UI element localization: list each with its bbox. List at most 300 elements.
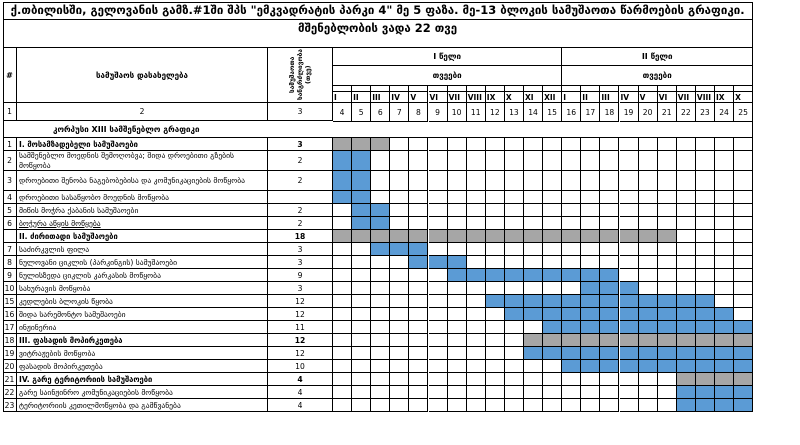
gantt-empty-cell <box>524 373 543 386</box>
gantt-empty-cell <box>467 256 486 269</box>
row-duration: 11 <box>268 321 333 334</box>
gantt-bar-cell <box>658 308 677 321</box>
gantt-empty-cell <box>734 204 753 217</box>
gantt-empty-cell <box>333 308 352 321</box>
gantt-bar-cell <box>371 243 390 256</box>
gantt-empty-cell <box>562 191 581 204</box>
gantt-empty-cell <box>371 334 390 347</box>
gantt-bar-cell <box>581 347 600 360</box>
gantt-empty-cell <box>734 151 753 171</box>
row-duration <box>268 191 333 204</box>
gantt-bar-cell <box>600 360 619 373</box>
gantt-empty-cell <box>371 191 390 204</box>
gantt-empty-cell <box>371 373 390 386</box>
gantt-empty-cell <box>658 373 677 386</box>
gantt-bar-cell <box>524 295 543 308</box>
gantt-empty-cell <box>467 171 486 191</box>
gantt-empty-cell <box>734 171 753 191</box>
gantt-empty-cell <box>543 282 562 295</box>
gantt-empty-cell <box>562 151 581 171</box>
gantt-empty-cell <box>505 360 524 373</box>
gantt-bar-cell <box>448 256 467 269</box>
gantt-empty-cell <box>390 373 409 386</box>
gantt-empty-cell <box>562 256 581 269</box>
gantt-empty-cell <box>409 138 428 151</box>
gantt-empty-cell <box>543 256 562 269</box>
gantt-empty-cell <box>734 308 753 321</box>
month-label: VI <box>429 92 448 103</box>
gantt-empty-cell <box>390 171 409 191</box>
gantt-empty-cell <box>429 308 448 321</box>
gantt-empty-cell <box>352 360 371 373</box>
gantt-empty-cell <box>639 373 658 386</box>
month-label: II <box>352 92 371 103</box>
gantt-empty-cell <box>333 204 352 217</box>
gantt-bar-cell <box>352 171 371 191</box>
gantt-empty-cell <box>390 399 409 412</box>
gantt-empty-cell <box>543 243 562 256</box>
gantt-empty-cell <box>486 191 505 204</box>
gantt-empty-cell <box>620 256 639 269</box>
gantt-empty-cell <box>409 347 428 360</box>
row-work-name: სამშენებლო მოედნის შემოღობვა; შიდა დროებითი გზების მოწყობა <box>17 151 268 171</box>
row-number: 21 <box>3 373 17 386</box>
gantt-bar-cell <box>600 347 619 360</box>
row-number: 3 <box>3 171 17 191</box>
col-number: 10 <box>448 103 467 122</box>
gantt-empty-cell <box>505 151 524 171</box>
gantt-empty-cell <box>409 373 428 386</box>
gantt-empty-cell <box>562 282 581 295</box>
gantt-bar-cell <box>448 230 467 243</box>
gantt-empty-cell <box>543 373 562 386</box>
gantt-bar-cell <box>581 321 600 334</box>
gantt-empty-cell <box>371 321 390 334</box>
gantt-empty-cell <box>639 191 658 204</box>
row-work-name: მიწის მოჭრა ქაბანის სამუშაოები <box>17 204 268 217</box>
gantt-empty-cell <box>543 191 562 204</box>
gantt-empty-cell <box>658 171 677 191</box>
gantt-empty-cell <box>658 204 677 217</box>
gantt-bar-cell <box>390 243 409 256</box>
header-months-word-1: თვეები <box>333 66 562 86</box>
gantt-empty-cell <box>524 191 543 204</box>
row-duration: 12 <box>268 295 333 308</box>
gantt-empty-cell <box>524 171 543 191</box>
gantt-empty-cell <box>658 217 677 230</box>
gantt-empty-cell <box>543 138 562 151</box>
gantt-bar-cell <box>715 386 734 399</box>
gantt-bar-cell <box>505 308 524 321</box>
gantt-bar-cell <box>562 295 581 308</box>
gantt-bar-cell <box>696 321 715 334</box>
gantt-empty-cell <box>524 151 543 171</box>
row-work-name: II. ძირითადი სამუშაოები <box>17 230 268 243</box>
gantt-empty-cell <box>677 204 696 217</box>
gantt-empty-cell <box>600 386 619 399</box>
gantt-empty-cell <box>486 373 505 386</box>
gantt-empty-cell <box>448 347 467 360</box>
gantt-bar-cell <box>715 399 734 412</box>
gantt-bar-cell <box>486 295 505 308</box>
gantt-empty-cell <box>696 256 715 269</box>
gantt-bar-cell <box>333 151 352 171</box>
gantt-empty-cell <box>486 347 505 360</box>
gantt-empty-cell <box>696 217 715 230</box>
gantt-bar-cell <box>620 334 639 347</box>
gantt-bar-cell <box>658 230 677 243</box>
gantt-empty-cell <box>505 217 524 230</box>
gantt-empty-cell <box>677 217 696 230</box>
row-duration: 9 <box>268 269 333 282</box>
row-number: 1 <box>3 138 17 151</box>
col-number: 20 <box>639 103 658 122</box>
gantt-bar-cell <box>620 230 639 243</box>
gantt-bar-cell <box>543 347 562 360</box>
gantt-empty-cell <box>333 256 352 269</box>
gantt-empty-cell <box>486 386 505 399</box>
gantt-bar-cell <box>352 204 371 217</box>
row-number <box>3 230 17 243</box>
gantt-empty-cell <box>562 171 581 191</box>
row-number: 18 <box>3 334 17 347</box>
gantt-empty-cell <box>371 360 390 373</box>
gantt-bar-cell <box>581 282 600 295</box>
gantt-empty-cell <box>448 217 467 230</box>
gantt-empty-cell <box>620 243 639 256</box>
col-number: 2 <box>17 103 268 121</box>
gantt-empty-cell <box>390 321 409 334</box>
gantt-empty-cell <box>448 373 467 386</box>
gantt-bar-cell <box>524 347 543 360</box>
gantt-empty-cell <box>467 360 486 373</box>
gantt-empty-cell <box>352 256 371 269</box>
gantt-empty-cell <box>600 217 619 230</box>
gantt-empty-cell <box>429 171 448 191</box>
gantt-empty-cell <box>467 204 486 217</box>
row-work-name: დროებითი შენობა ნაგებობებისა და კომუნიკაციების მოწყობა <box>17 171 268 191</box>
gantt-empty-cell <box>429 295 448 308</box>
gantt-bar-cell <box>371 217 390 230</box>
gantt-empty-cell <box>543 171 562 191</box>
gantt-empty-cell <box>524 256 543 269</box>
gantt-empty-cell <box>600 191 619 204</box>
gantt-empty-cell <box>600 399 619 412</box>
gantt-empty-cell <box>352 295 371 308</box>
row-work-name: ნულოვანი ციკლის (პარკინგის) სამუშაოები <box>17 256 268 269</box>
col-number: 3 <box>268 103 333 121</box>
gantt-empty-cell <box>390 151 409 171</box>
gantt-empty-cell <box>467 243 486 256</box>
gantt-bar-cell <box>696 399 715 412</box>
gantt-bar-cell <box>734 334 753 347</box>
gantt-bar-cell <box>409 256 428 269</box>
gantt-bar-cell <box>562 230 581 243</box>
gantt-empty-cell <box>352 373 371 386</box>
gantt-empty-cell <box>543 386 562 399</box>
gantt-empty-cell <box>409 295 428 308</box>
gantt-empty-cell <box>639 282 658 295</box>
gantt-empty-cell <box>486 151 505 171</box>
gantt-empty-cell <box>390 282 409 295</box>
gantt-empty-cell <box>505 373 524 386</box>
gantt-empty-cell <box>486 360 505 373</box>
row-number: 16 <box>3 308 17 321</box>
gantt-bar-cell <box>429 256 448 269</box>
gantt-bar-cell <box>562 347 581 360</box>
gantt-empty-cell <box>333 321 352 334</box>
gantt-bar-cell <box>734 347 753 360</box>
month-label: X <box>505 92 524 103</box>
gantt-empty-cell <box>448 138 467 151</box>
gantt-empty-cell <box>371 151 390 171</box>
gantt-bar-cell <box>600 230 619 243</box>
gantt-empty-cell <box>658 151 677 171</box>
gantt-bar-cell <box>600 321 619 334</box>
header-months-word-2: თვეები <box>562 66 753 86</box>
month-label: IV <box>620 92 639 103</box>
gantt-bar-cell <box>581 230 600 243</box>
col-number: 9 <box>429 103 448 122</box>
row-duration: 2 <box>268 151 333 171</box>
gantt-empty-cell <box>581 171 600 191</box>
gantt-empty-cell <box>505 138 524 151</box>
gantt-empty-cell <box>524 243 543 256</box>
gantt-empty-cell <box>600 243 619 256</box>
gantt-empty-cell <box>677 138 696 151</box>
gantt-empty-cell <box>390 269 409 282</box>
row-duration: 12 <box>268 347 333 360</box>
gantt-empty-cell <box>352 347 371 360</box>
gantt-empty-cell <box>715 204 734 217</box>
gantt-bar-cell <box>448 269 467 282</box>
gantt-empty-cell <box>448 243 467 256</box>
gantt-bar-cell <box>600 308 619 321</box>
gantt-bar-cell <box>486 269 505 282</box>
gantt-empty-cell <box>639 256 658 269</box>
month-label: VI <box>658 92 677 103</box>
gantt-empty-cell <box>562 386 581 399</box>
gantt-empty-cell <box>696 230 715 243</box>
gantt-empty-cell <box>371 171 390 191</box>
header-num: # <box>3 48 17 103</box>
gantt-empty-cell <box>677 171 696 191</box>
gantt-bar-cell <box>734 399 753 412</box>
gantt-empty-cell <box>467 217 486 230</box>
month-label: XII <box>543 92 562 103</box>
gantt-empty-cell <box>677 282 696 295</box>
gantt-empty-cell <box>658 243 677 256</box>
gantt-bar-cell <box>581 308 600 321</box>
gantt-empty-cell <box>429 243 448 256</box>
gantt-bar-cell <box>524 230 543 243</box>
col-number: 5 <box>352 103 371 122</box>
row-number: 15 <box>3 295 17 308</box>
gantt-bar-cell <box>352 230 371 243</box>
gantt-empty-cell <box>620 204 639 217</box>
gantt-bar-cell <box>352 138 371 151</box>
row-work-name: დროებითი სასაწყობო მოედნის მოწყობა <box>17 191 268 204</box>
gantt-empty-cell <box>639 399 658 412</box>
row-number: 4 <box>3 191 17 204</box>
gantt-empty-cell <box>620 399 639 412</box>
gantt-bar-cell <box>505 295 524 308</box>
gantt-bar-cell <box>352 217 371 230</box>
gantt-bar-cell <box>677 295 696 308</box>
gantt-bar-cell <box>677 399 696 412</box>
title-line-1: ქ.თბილისში, გელოვანის გამზ.#1ში შპს "ემკვადრატის პარკი 4" მე 5 ფაზა. მე-13 ბლოკის სამუშაოთა წარმოების გრაფიკი. <box>3 2 753 20</box>
gantt-empty-cell <box>429 282 448 295</box>
gantt-empty-cell <box>600 373 619 386</box>
gantt-empty-cell <box>505 282 524 295</box>
gantt-empty-cell <box>581 217 600 230</box>
gantt-empty-cell <box>409 191 428 204</box>
gantt-empty-cell <box>658 399 677 412</box>
month-label: IX <box>715 92 734 103</box>
gantt-empty-cell <box>448 171 467 191</box>
gantt-bar-cell <box>543 321 562 334</box>
gantt-bar-cell <box>333 138 352 151</box>
row-number: 8 <box>3 256 17 269</box>
gantt-bar-cell <box>581 295 600 308</box>
gantt-empty-cell <box>467 295 486 308</box>
gantt-empty-cell <box>524 399 543 412</box>
gantt-empty-cell <box>448 204 467 217</box>
gantt-empty-cell <box>562 138 581 151</box>
gantt-empty-cell <box>715 269 734 282</box>
gantt-empty-cell <box>734 138 753 151</box>
gantt-empty-cell <box>486 171 505 191</box>
gantt-empty-cell <box>333 399 352 412</box>
gantt-bar-cell <box>333 230 352 243</box>
gantt-empty-cell <box>639 243 658 256</box>
gantt-empty-cell <box>467 386 486 399</box>
gantt-empty-cell <box>467 138 486 151</box>
gantt-empty-cell <box>486 256 505 269</box>
gantt-empty-cell <box>390 217 409 230</box>
row-number: 5 <box>3 204 17 217</box>
gantt-bar-cell <box>639 347 658 360</box>
gantt-empty-cell <box>333 243 352 256</box>
gantt-empty-cell <box>715 191 734 204</box>
gantt-bar-cell <box>600 295 619 308</box>
row-work-name: ბოჭურა აწყის მოწყება <box>17 217 268 230</box>
gantt-empty-cell <box>639 204 658 217</box>
gantt-empty-cell <box>734 243 753 256</box>
gantt-empty-cell <box>715 230 734 243</box>
gantt-bar-cell <box>715 308 734 321</box>
gantt-bar-cell <box>658 360 677 373</box>
gantt-empty-cell <box>333 269 352 282</box>
row-duration: 4 <box>268 373 333 386</box>
gantt-empty-cell <box>543 217 562 230</box>
col-number: 11 <box>467 103 486 122</box>
gantt-empty-cell <box>677 243 696 256</box>
gantt-bar-cell <box>562 334 581 347</box>
gantt-empty-cell <box>467 347 486 360</box>
gantt-empty-cell <box>333 295 352 308</box>
gantt-empty-cell <box>429 204 448 217</box>
row-duration: 3 <box>268 256 333 269</box>
row-duration: 2 <box>268 171 333 191</box>
gantt-empty-cell <box>333 360 352 373</box>
gantt-empty-cell <box>448 334 467 347</box>
gantt-empty-cell <box>581 204 600 217</box>
gantt-empty-cell <box>581 373 600 386</box>
gantt-empty-cell <box>352 308 371 321</box>
gantt-empty-cell <box>333 386 352 399</box>
gantt-bar-cell <box>543 334 562 347</box>
gantt-empty-cell <box>562 243 581 256</box>
gantt-empty-cell <box>620 373 639 386</box>
corpus-title: კორპუსი XIII სამშენებლო გრაფიკი <box>3 122 753 138</box>
gantt-empty-cell <box>448 282 467 295</box>
gantt-empty-cell <box>696 138 715 151</box>
gantt-empty-cell <box>486 282 505 295</box>
gantt-empty-cell <box>620 171 639 191</box>
gantt-bar-cell <box>715 360 734 373</box>
gantt-bar-cell <box>677 308 696 321</box>
row-duration: 4 <box>268 386 333 399</box>
gantt-bar-cell <box>352 151 371 171</box>
gantt-empty-cell <box>333 282 352 295</box>
gantt-bar-cell <box>639 321 658 334</box>
gantt-empty-cell <box>371 269 390 282</box>
gantt-bar-cell <box>581 360 600 373</box>
gantt-empty-cell <box>581 191 600 204</box>
row-duration: 2 <box>268 217 333 230</box>
gantt-empty-cell <box>390 360 409 373</box>
header-duration-text: სამუშაოთა ხანგრძლივობა (თვე) <box>288 49 312 101</box>
month-label: IX <box>486 92 505 103</box>
gantt-empty-cell <box>581 256 600 269</box>
gantt-empty-cell <box>409 171 428 191</box>
gantt-empty-cell <box>581 151 600 171</box>
gantt-bar-cell <box>715 347 734 360</box>
gantt-bar-cell <box>639 230 658 243</box>
gantt-empty-cell <box>352 399 371 412</box>
gantt-empty-cell <box>505 204 524 217</box>
gantt-empty-cell <box>581 386 600 399</box>
gantt-bar-cell <box>639 308 658 321</box>
gantt-empty-cell <box>715 138 734 151</box>
gantt-empty-cell <box>467 191 486 204</box>
month-label: I <box>333 92 352 103</box>
gantt-bar-cell <box>600 269 619 282</box>
row-number: 2 <box>3 151 17 171</box>
gantt-empty-cell <box>352 282 371 295</box>
gantt-bar-cell <box>620 282 639 295</box>
row-number: 10 <box>3 282 17 295</box>
month-label: VII <box>448 92 467 103</box>
row-work-name: შიდა სარემონტო სამუშაოები <box>17 308 268 321</box>
row-number: 7 <box>3 243 17 256</box>
gantt-bar-cell <box>639 295 658 308</box>
gantt-bar-cell <box>677 347 696 360</box>
gantt-empty-cell <box>429 399 448 412</box>
row-work-name: საძირკვლის ფილა <box>17 243 268 256</box>
gantt-empty-cell <box>505 347 524 360</box>
col-number: 15 <box>543 103 562 122</box>
gantt-bar-cell <box>677 373 696 386</box>
gantt-bar-cell <box>562 269 581 282</box>
gantt-empty-cell <box>409 151 428 171</box>
gantt-empty-cell <box>333 347 352 360</box>
gantt-bar-cell <box>696 308 715 321</box>
gantt-empty-cell <box>734 282 753 295</box>
month-label: III <box>600 92 619 103</box>
row-work-name: გარე საინჟინრო კომუნიკაციების მოწყობა <box>17 386 268 399</box>
